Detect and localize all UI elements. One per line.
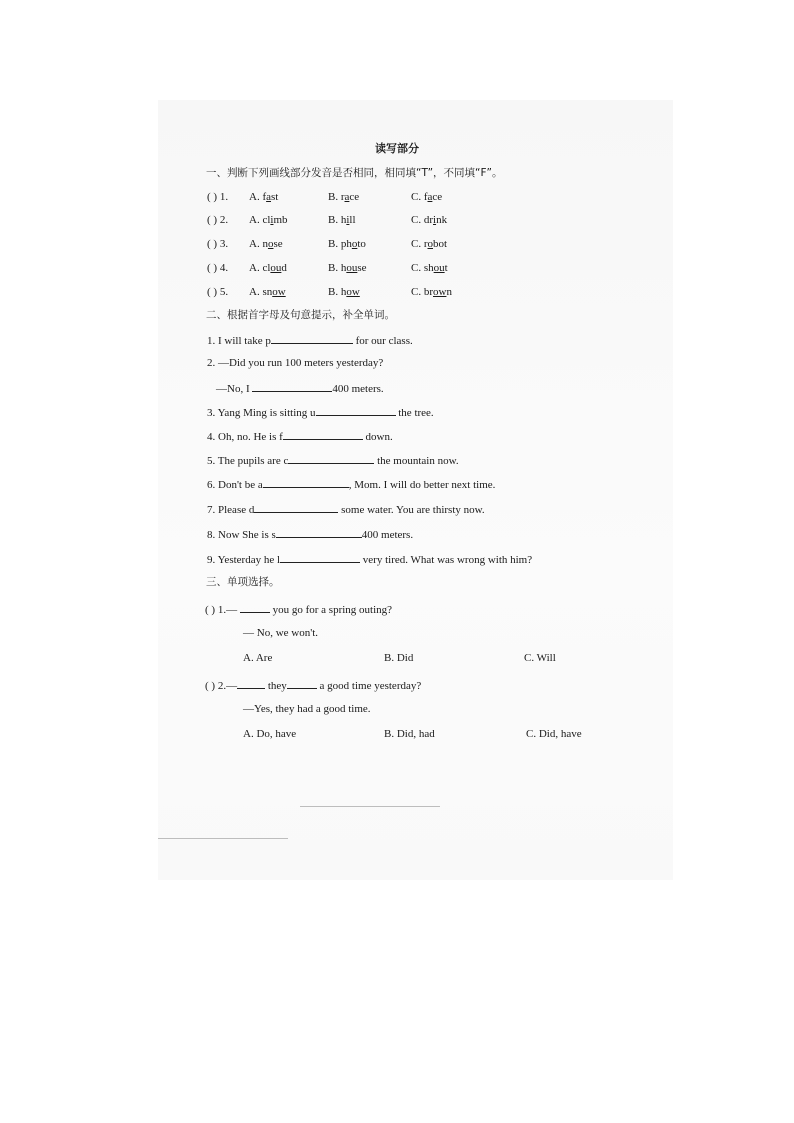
choice-option-b[interactable]: B. Did, had [384,728,435,740]
scan-artifact-line [300,806,440,807]
option-a: A. fast [249,191,279,203]
option-c: C. robot [411,238,448,250]
answer-blank[interactable] [254,501,338,513]
answer-blank[interactable] [316,404,396,416]
option-b: B. how [328,286,360,298]
choice-option-c[interactable]: C. Will [524,652,556,664]
item-number: ( ) 3. [207,238,229,250]
fill-item-2: 2. —Did you run 100 meters yesterday? [207,357,384,369]
scan-artifact-line [158,838,288,839]
fill-item-3: 3. Yang Ming is sitting u the tree. [207,404,434,420]
fill-item-9: 9. Yesterday he l very tired. What was wrong with him? [207,551,532,567]
option-a: A. snow [249,286,286,298]
choice-question-2-answer: —Yes, they had a good time. [243,703,371,715]
phonics-item-3 [207,237,228,251]
option-b: B. photo [328,238,366,250]
answer-blank[interactable] [240,601,270,613]
option-a: A. cloud [249,262,287,274]
phonics-item-1 [207,190,228,204]
choice-option-b[interactable]: B. Did [384,652,414,664]
answer-blank[interactable] [271,332,353,344]
answer-blank[interactable] [263,476,349,488]
section2-instruction: 二、根据首字母及句意提示，补全单词。 [206,309,395,321]
item-number: ( ) 4. [207,262,229,274]
option-a: A. climb [249,214,288,226]
phonics-item-5 [207,285,228,299]
option-a: A. nose [249,238,283,250]
choice-question-2: ( ) 2.— they a good time yesterday? [205,677,421,693]
choice-question-1-answer: — No, we won't. [243,627,319,639]
section3-instruction: 三、单项选择。 [206,576,280,588]
answer-blank[interactable] [280,551,360,563]
answer-blank[interactable] [252,380,332,392]
option-b: B. race [328,191,360,203]
phonics-item-2 [207,213,228,227]
answer-blank[interactable] [288,452,374,464]
fill-item-6: 6. Don't be a , Mom. I will do better next time. [207,476,495,492]
item-number: ( ) 2. [207,214,229,226]
option-c: C. drink [411,214,448,226]
item-number: ( ) 5. [207,286,229,298]
option-c: C. face [411,191,443,203]
choice-option-c[interactable]: C. Did, have [526,728,582,740]
answer-blank[interactable] [237,677,265,689]
fill-item-7: 7. Please d some water. You are thirsty now. [207,501,485,517]
choice-question-1: ( ) 1.— you go for a spring outing? [205,601,392,617]
choice-option-a[interactable]: A. Are [243,652,273,664]
section1-instruction: 一、判断下列画线部分发音是否相同，相同填“T”，不同填“F”。 [206,167,503,179]
answer-blank[interactable] [276,526,362,538]
option-b: B. house [328,262,367,274]
fill-item-8: 8. Now She is s 400 meters. [207,526,413,542]
page-title: 读写部分 [375,142,419,155]
fill-item-4: 4. Oh, no. He is f down. [207,428,393,444]
option-b: B. hill [328,214,356,226]
item-number: ( ) 1. [207,191,229,203]
answer-blank[interactable] [287,677,317,689]
choice-option-a[interactable]: A. Do, have [243,728,297,740]
phonics-item-4 [207,261,228,275]
fill-item-1: 1. I will take p for our class. [207,332,413,348]
option-c: C. brown [411,286,452,298]
answer-blank[interactable] [283,428,363,440]
fill-item-2-answer: —No, I 400 meters. [216,380,384,396]
fill-item-5: 5. The pupils are c the mountain now. [207,452,459,468]
option-c: C. shout [411,262,448,274]
